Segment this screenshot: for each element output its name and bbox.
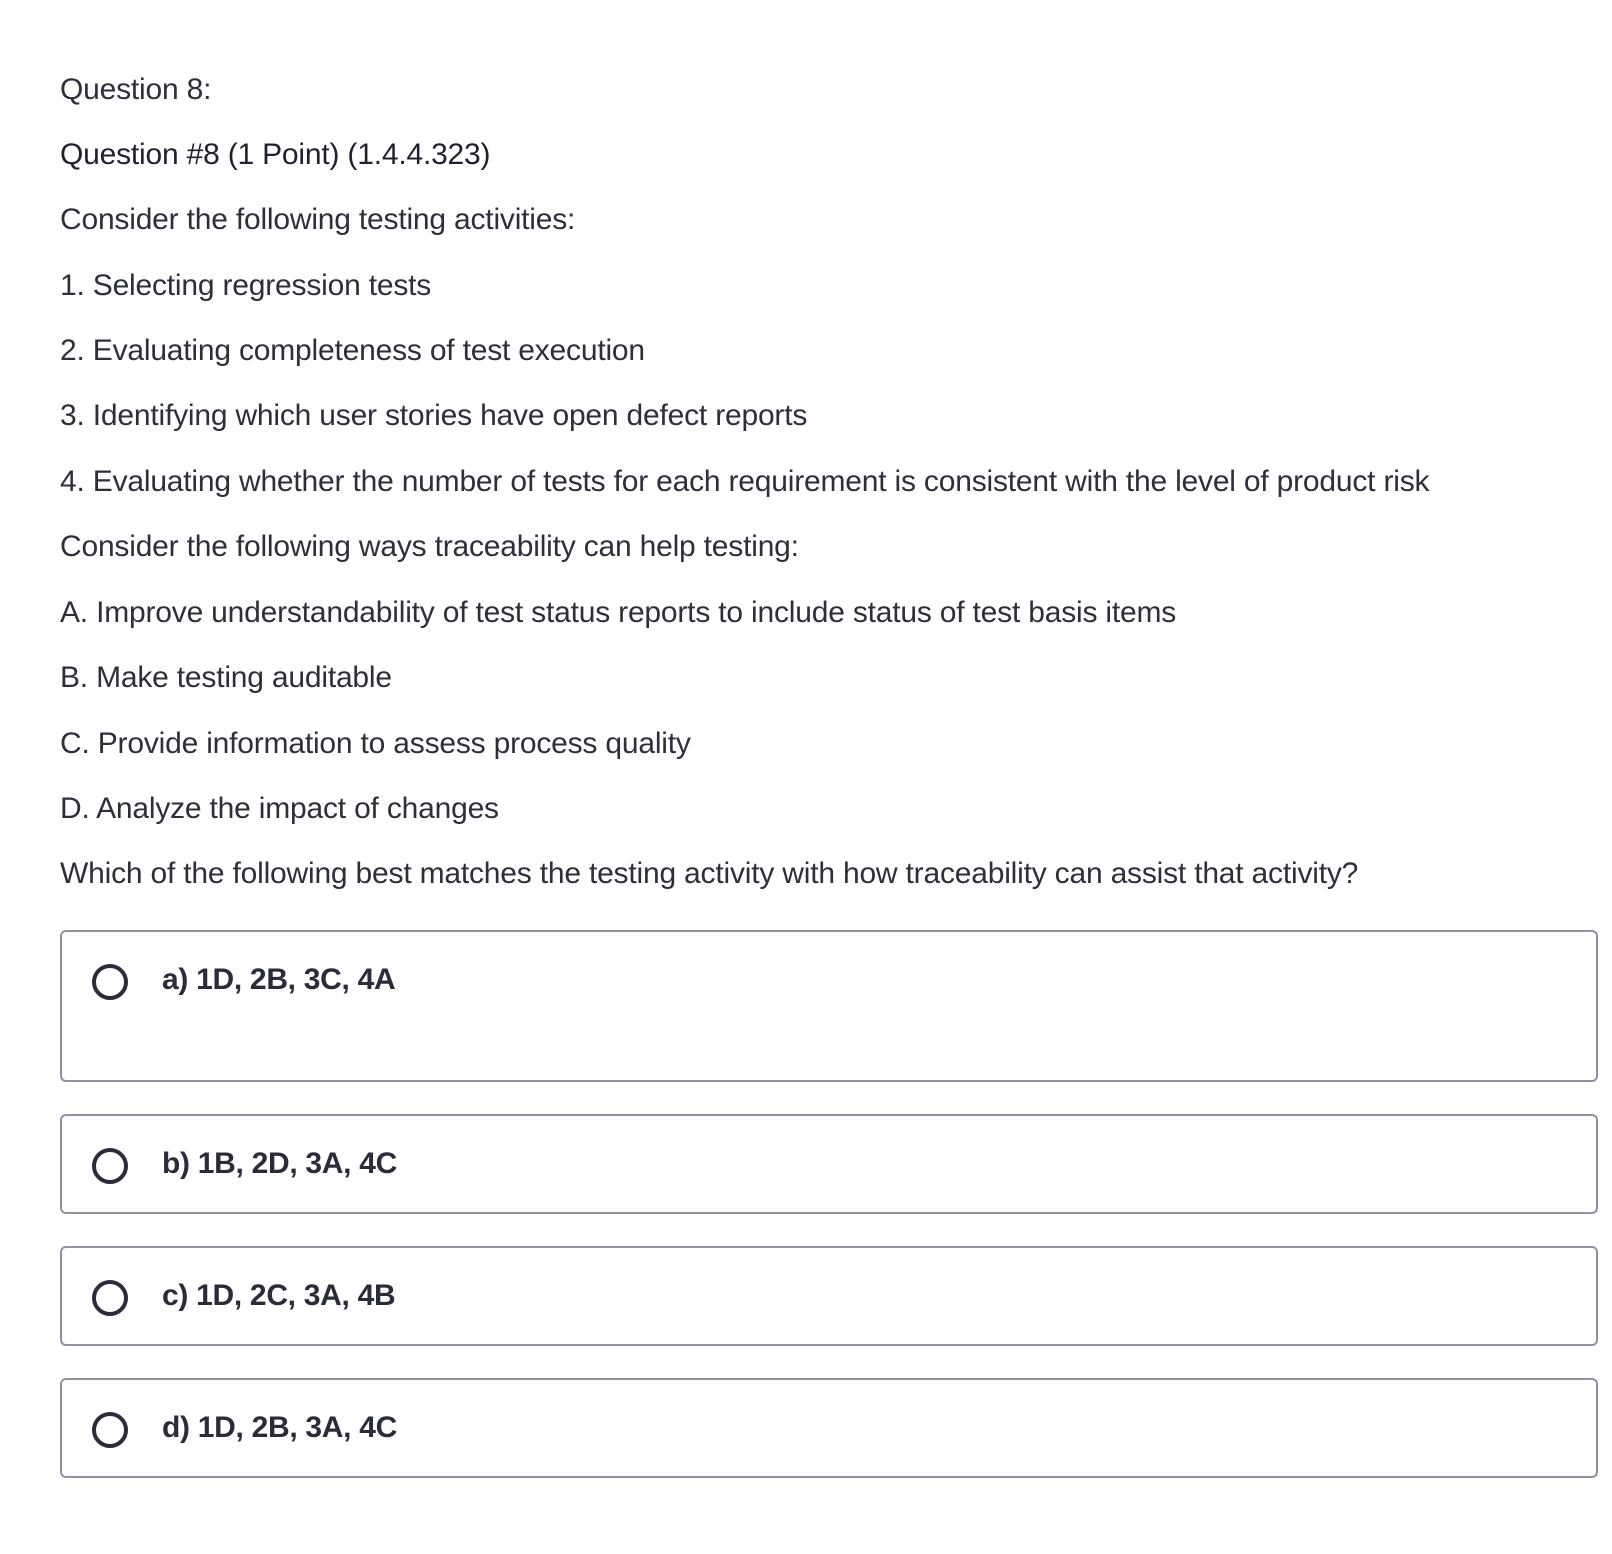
answer-option-label: b) 1B, 2D, 3A, 4C — [162, 1147, 397, 1180]
radio-button-icon[interactable] — [92, 1412, 128, 1448]
traceability-item: C. Provide information to assess process quality — [60, 727, 691, 760]
answer-option-b[interactable] — [60, 1114, 1598, 1214]
answer-option-label: d) 1D, 2B, 3A, 4C — [162, 1411, 397, 1444]
traceability-item: A. Improve understandability of test status reports to include status of test basis items — [60, 596, 1177, 629]
activity-item: 2. Evaluating completeness of test execution — [60, 334, 645, 367]
answer-option-d[interactable] — [60, 1378, 1598, 1478]
answer-option-a[interactable] — [60, 930, 1598, 1082]
question-title: Question #8 (1 Point) (1.4.4.323) — [60, 138, 491, 171]
traceability-intro: Consider the following ways traceability can help testing: — [60, 530, 799, 563]
question-prompt: Which of the following best matches the testing activity with how traceability can assist that activity? — [60, 857, 1359, 890]
traceability-item: B. Make testing auditable — [60, 661, 392, 694]
answer-option-c[interactable] — [60, 1246, 1598, 1346]
question-header: Question 8: — [60, 73, 212, 106]
activity-item: 4. Evaluating whether the number of tests for each requirement is consistent with the level of product risk — [60, 465, 1430, 498]
traceability-item: D. Analyze the impact of changes — [60, 792, 499, 825]
radio-button-icon[interactable] — [92, 964, 128, 1000]
activities-intro: Consider the following testing activities: — [60, 203, 576, 236]
radio-button-icon[interactable] — [92, 1148, 128, 1184]
activity-item: 1. Selecting regression tests — [60, 269, 432, 302]
activity-item: 3. Identifying which user stories have open defect reports — [60, 399, 808, 432]
radio-button-icon[interactable] — [92, 1280, 128, 1316]
answer-option-label: c) 1D, 2C, 3A, 4B — [162, 1279, 396, 1312]
answer-option-label: a) 1D, 2B, 3C, 4A — [162, 963, 396, 996]
